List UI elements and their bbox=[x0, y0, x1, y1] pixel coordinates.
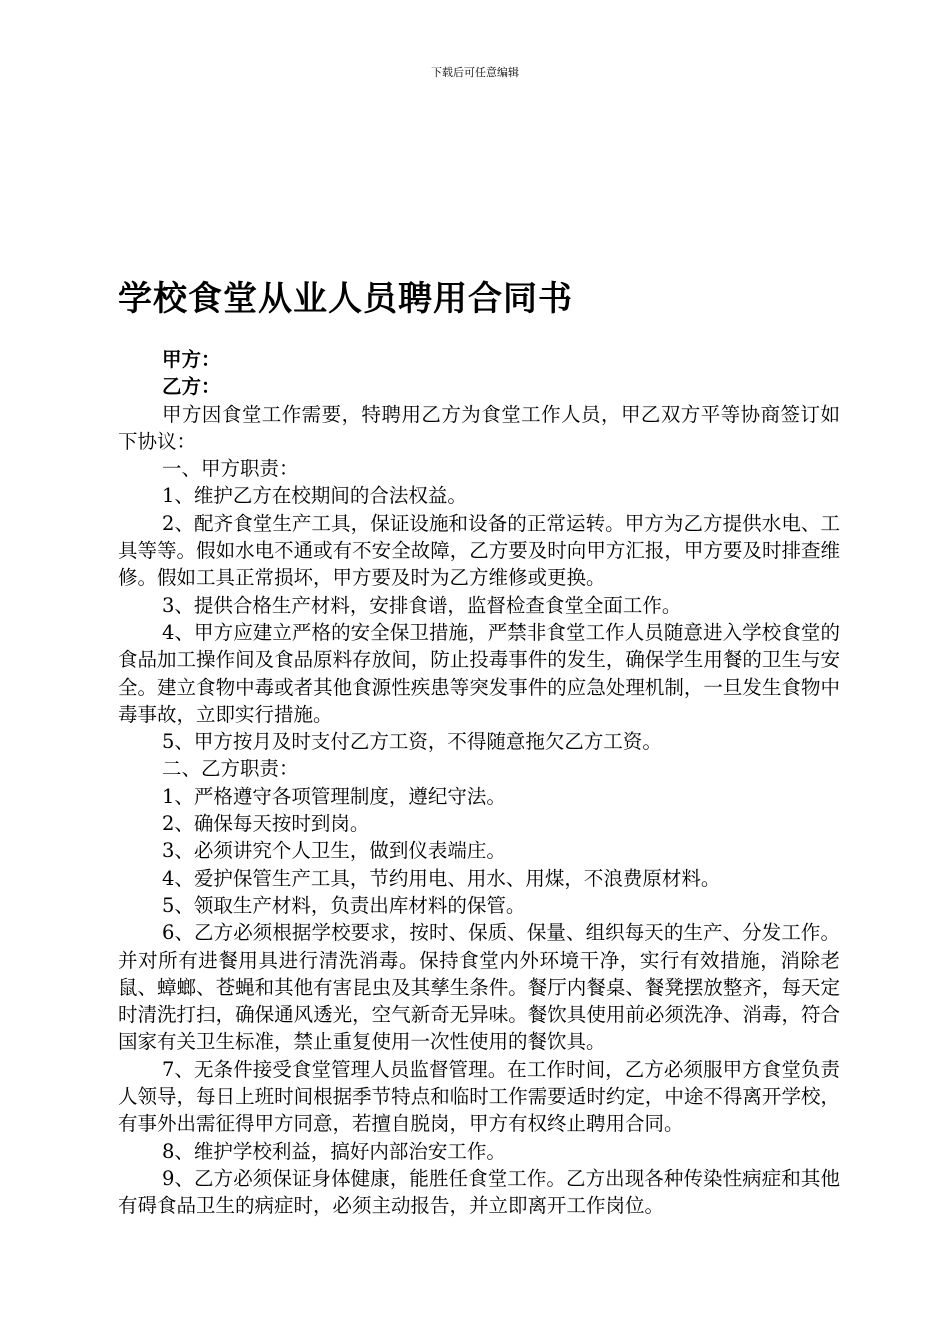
party-b-clause-3: 3、必须讲究个人卫生，做到仪表端庄。 bbox=[162, 839, 506, 863]
party-b-clause-1: 1、严格遵守各项管理制度，遵纪守法。 bbox=[162, 784, 506, 808]
party-a-clause-5: 5、甲方按月及时支付乙方工资，不得随意拖欠乙方工资。 bbox=[162, 730, 662, 754]
party-a-clause-3: 3、提供合格生产材料，安排食谱，监督检查食堂全面工作。 bbox=[162, 593, 682, 617]
party-b-clause-4: 4、爱护保管生产工具，节约用电、用水、用煤，不浪费原材料。 bbox=[162, 866, 721, 890]
party-b-clause-9: 9、乙方必须保证身体健康，能胜任食堂工作。乙方出现各种传染性病症和其他有碍食品卫生的病症时，必须主动报告，并立即离开工作岗位。 bbox=[118, 1166, 840, 1218]
party-a-clause-4: 4、甲方应建立严格的安全保卫措施，严禁非食堂工作人员随意进入学校食堂的食品加工操作间及食品原料存放间，防止投毒事件的发生，确保学生用餐的卫生与安全。建立食物中毒或者其他食源性疾患等突发事件的应急处理机制，一旦发生食物中毒事故，立即实行措施。 bbox=[118, 620, 840, 726]
section-heading-party-a-duties: 一、甲方职责： bbox=[162, 457, 299, 481]
party-b-clause-8: 8、维护学校利益，搞好内部治安工作。 bbox=[162, 1139, 506, 1163]
document-title: 学校食堂从业人员聘用合同书 bbox=[118, 279, 573, 319]
party-a-clause-1: 1、维护乙方在校期间的合法权益。 bbox=[162, 484, 467, 508]
party-a-label: 甲方： bbox=[162, 348, 221, 371]
party-b-clause-7: 7、无条件接受食堂管理人员监督管理。在工作时间，乙方必须服甲方食堂负责人领导，每日上班时间根据季节特点和临时工作需要适时约定，中途不得离开学校，有事外出需征得甲方同意，若擅自脱岗，甲方有权终止聘用合同。 bbox=[118, 1057, 840, 1136]
header-note: 下载后可任意编辑 bbox=[431, 66, 519, 79]
intro-paragraph: 甲方因食堂工作需要，特聘用乙方为食堂工作人员，甲乙双方平等协商签订如下协议： bbox=[118, 402, 840, 453]
party-b-clause-2: 2、确保每天按时到岗。 bbox=[162, 812, 370, 836]
section-heading-party-b-duties: 二、乙方职责： bbox=[162, 757, 299, 781]
party-b-clause-6: 6、乙方必须根据学校要求，按时、保质、保量、组织每天的生产、分发工作。并对所有进餐用具进行清洗消毒。保持食堂内外环境干净，实行有效措施，消除老鼠、蟑螂、苍蝇和其他有害昆虫及其孳生条件。餐厅内餐桌、餐凳摆放整齐，每天定时清洗打扫，确保通风透光，空气新奇无异味。餐饮具使用前必须洗净、消毒，符合国家有关卫生标准，禁止重复使用一次性使用的餐饮具。 bbox=[118, 921, 840, 1054]
party-b-clause-5: 5、领取生产材料，负责出库材料的保管。 bbox=[162, 893, 526, 917]
party-b-label: 乙方： bbox=[162, 375, 221, 399]
document-body bbox=[118, 346, 840, 1220]
party-a-clause-2: 2、配齐食堂生产工具，保证设施和设备的正常运转。甲方为乙方提供水电、工具等等。假如水电不通或有不安全故障，乙方要及时向甲方汇报，甲方要及时排查维修。假如工具正常损坏，甲方要及时为乙方维修或更换。 bbox=[118, 511, 840, 590]
